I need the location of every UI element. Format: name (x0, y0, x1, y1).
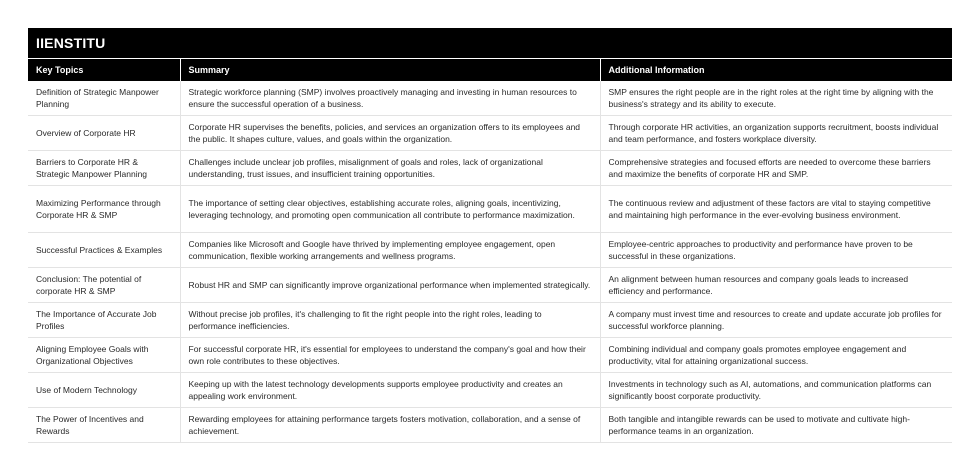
brand-header (28, 28, 952, 58)
table-row (28, 303, 952, 338)
table-row (28, 151, 952, 186)
header-row (28, 59, 952, 82)
cell-summary: Without precise job profiles, it's challenging to fit the right people into the right roles, leading to performance inefficiencies. (180, 303, 600, 338)
cell-key-topic: The Power of Incentives and Rewards (28, 408, 180, 443)
cell-additional-info: SMP ensures the right people are in the right roles at the right time by aligning with the business's strategy and its ability to execute. (600, 81, 952, 116)
column-header-key-topics: Key Topics (28, 59, 180, 82)
table-row (28, 268, 952, 303)
cell-summary: The importance of setting clear objectives, establishing accurate roles, aligning goals, incentivizing, leveraging technology, and promoting open communication all contribute to performance maximization. (180, 186, 600, 233)
cell-additional-info: Combining individual and company goals promotes employee engagement and productivity, vital for attaining organizational success. (600, 338, 952, 373)
table-header (28, 59, 952, 82)
cell-summary: Corporate HR supervises the benefits, policies, and services an organization offers to its employees and the public. It shapes culture, values, and goals within the organization. (180, 116, 600, 151)
cell-additional-info: An alignment between human resources and company goals leads to increased efficiency and performance. (600, 268, 952, 303)
cell-additional-info: Investments in technology such as AI, automations, and communication platforms can significantly boost corporate productivity. (600, 373, 952, 408)
cell-summary: Companies like Microsoft and Google have thrived by implementing employee engagement, open communication, flexible working arrangements and wellness programs. (180, 233, 600, 268)
cell-key-topic: Successful Practices & Examples (28, 233, 180, 268)
cell-key-topic: Aligning Employee Goals with Organizational Objectives (28, 338, 180, 373)
table-row (28, 373, 952, 408)
table-row (28, 408, 952, 443)
cell-additional-info: A company must invest time and resources to create and update accurate job profiles for successful workforce planning. (600, 303, 952, 338)
table-body (28, 81, 952, 443)
cell-additional-info: The continuous review and adjustment of these factors are vital to staying competitive and maintaining high performance in the ever-evolving business environment. (600, 186, 952, 233)
cell-summary: Strategic workforce planning (SMP) involves proactively managing and investing in human resources to ensure the successful operation of a business. (180, 81, 600, 116)
cell-key-topic: Maximizing Performance through Corporate HR & SMP (28, 186, 180, 233)
cell-summary: For successful corporate HR, it's essential for employees to understand the company's goal and how their own role contributes to these objectives. (180, 338, 600, 373)
cell-summary: Keeping up with the latest technology developments supports employee productivity and creates an appealing work environment. (180, 373, 600, 408)
table-row (28, 186, 952, 233)
column-header-additional-information: Additional Information (600, 59, 952, 82)
brand-title: IIENSTITU (36, 35, 106, 51)
table-row (28, 233, 952, 268)
cell-key-topic: Use of Modern Technology (28, 373, 180, 408)
table-row (28, 116, 952, 151)
cell-summary: Challenges include unclear job profiles, misalignment of goals and roles, lack of organizational understanding, trust issues, and insufficient training opportunities. (180, 151, 600, 186)
column-header-summary: Summary (180, 59, 600, 82)
cell-additional-info: Through corporate HR activities, an organization supports recruitment, boosts individual and team performance, and fosters workplace diversity. (600, 116, 952, 151)
topics-table (28, 58, 952, 443)
cell-key-topic: The Importance of Accurate Job Profiles (28, 303, 180, 338)
cell-additional-info: Comprehensive strategies and focused efforts are needed to overcome these barriers and maximize the benefits of corporate HR and SMP. (600, 151, 952, 186)
cell-key-topic: Definition of Strategic Manpower Planning (28, 81, 180, 116)
table-row (28, 81, 952, 116)
cell-summary: Robust HR and SMP can significantly improve organizational performance when implemented strategically. (180, 268, 600, 303)
page-container (28, 28, 952, 443)
cell-key-topic: Conclusion: The potential of corporate HR & SMP (28, 268, 180, 303)
cell-summary: Rewarding employees for attaining performance targets fosters motivation, collaboration, and a sense of achievement. (180, 408, 600, 443)
cell-additional-info: Employee-centric approaches to productivity and performance have proven to be successful in these organizations. (600, 233, 952, 268)
cell-additional-info: Both tangible and intangible rewards can be used to motivate and cultivate high-performance teams in an organization. (600, 408, 952, 443)
cell-key-topic: Overview of Corporate HR (28, 116, 180, 151)
cell-key-topic: Barriers to Corporate HR & Strategic Manpower Planning (28, 151, 180, 186)
table-row (28, 338, 952, 373)
